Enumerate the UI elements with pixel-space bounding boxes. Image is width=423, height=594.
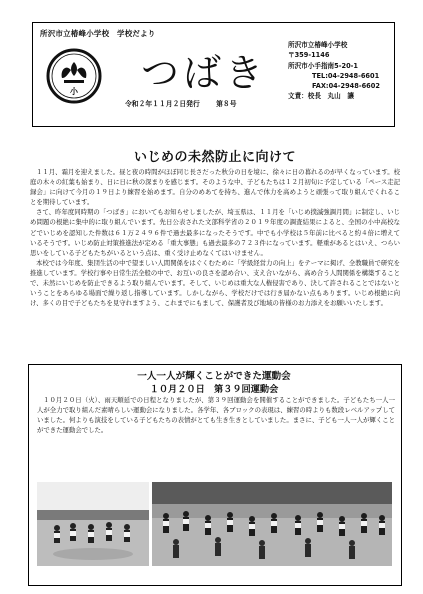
event-paragraph: １０月２０日（火）、雨天順延での日程となりましたが、第３９回運動会を開催することができました。子どもたち一人一人が全力で取り組んだ素晴らしい運動会になりました。各学年、各ブロックの表現は、練習の時よりも数段レベルアップしていました。何よりも演技をしている子どもたちの表情がとても生き生きとしていました。まさに、子ども一人一人が輝くことができた運動会でした。 [37, 396, 395, 435]
article-headline: いじめの未然防止に向けて [134, 150, 297, 165]
newsletter-title: つばき [141, 51, 268, 95]
sports-day-photo-left [37, 482, 149, 566]
issue-number: 第８号 [216, 100, 237, 108]
newsletter-label: 所沢市立椿峰小学校 学校だより [40, 29, 156, 38]
event-subtitle: １０月２０日 第３９回運動会 [149, 384, 279, 395]
school-emblem-icon [46, 48, 102, 104]
sports-day-photo-right [152, 482, 392, 566]
issue-info [125, 98, 251, 108]
article-body [30, 167, 400, 308]
article-paragraph: １１月、霜月を迎えました。昼と夜の時間がほぼ同じ長さだった秋分の日を境に、徐々に日の暮れるのが早くなっています。校庭の木々の紅葉も始まり、日に日に秋の深まりを感じます。そのような中、子どもたちは１２月初旬に予定している「ペース走記録会」に向けて今月の１９日より練習を始めます。自分のめあてを持ち、進んで体力を高めようと頑張って取り組んでくれることを期待しています。 [30, 168, 400, 207]
contact-school-name: 所沢市立椿峰小学校 [288, 41, 348, 49]
contact-postal-code: 〒359-1146 [288, 51, 330, 60]
contact-tel: TEL:04-2948-6601 [312, 71, 380, 80]
event-title: 一人一人が輝くことができた運動会 [137, 371, 291, 382]
school-contact-block [288, 40, 380, 102]
event-body [37, 395, 395, 435]
issue-date: 令和２年１１月２日発行 [125, 100, 200, 108]
contact-fax: FAX:04-2948-6602 [312, 82, 380, 91]
contact-author: 文責：校長 丸山 讓 [288, 92, 354, 101]
svg-text:小: 小 [70, 87, 78, 96]
article-paragraph: さて、昨年度同時期の「つばき」においてもお知らせしましたが、埼玉県は、１１月を「いじめ撲滅強調月間」に制定し、いじめ問題の根絶に集中的に取り組んでいます。先日公表された文部科学省の２０１９年度の調査結果によると、全国の小中高校などでいじめを認知した件数は６１万２４９６件で過去最多になったそうです。中でも小学校は５年前に比べると約４倍に増えているそうです。いじめ防止対策推進法が定める「重大事態」も過去最多の７２３件になっています。軽重があるとはいえ、つらい思いをしている子どもたちがいるという点は、重く受け止めなくてはいけません。 [30, 208, 401, 257]
contact-address: 所沢市小手指南5-20-1 [288, 61, 358, 70]
article-paragraph: 本校では今年度、集団生活の中で望ましい人間関係をはぐくむために「学級経営力の向上」をテーマに掲げ、全教職員で研究を推進しています。学校行事や日常生活全般の中で、お互いの良さを認め合い、支え合いながら、高め合う人間関係を構築することで、未然にいじめを防止できるよう取り組んでいます。そして、いじめは重大な人権侵害であり、決して許されることではないということをあらゆる場面で繰り返し指導しています。しかしながら、学校だけでは行き届かない点もあります。いじめ根絶に向け、多くの目で子どもたちを見守れますよう、これまでにもまして、保護者及び地域の皆様のお力添えをお願いいたします。 [30, 258, 401, 308]
